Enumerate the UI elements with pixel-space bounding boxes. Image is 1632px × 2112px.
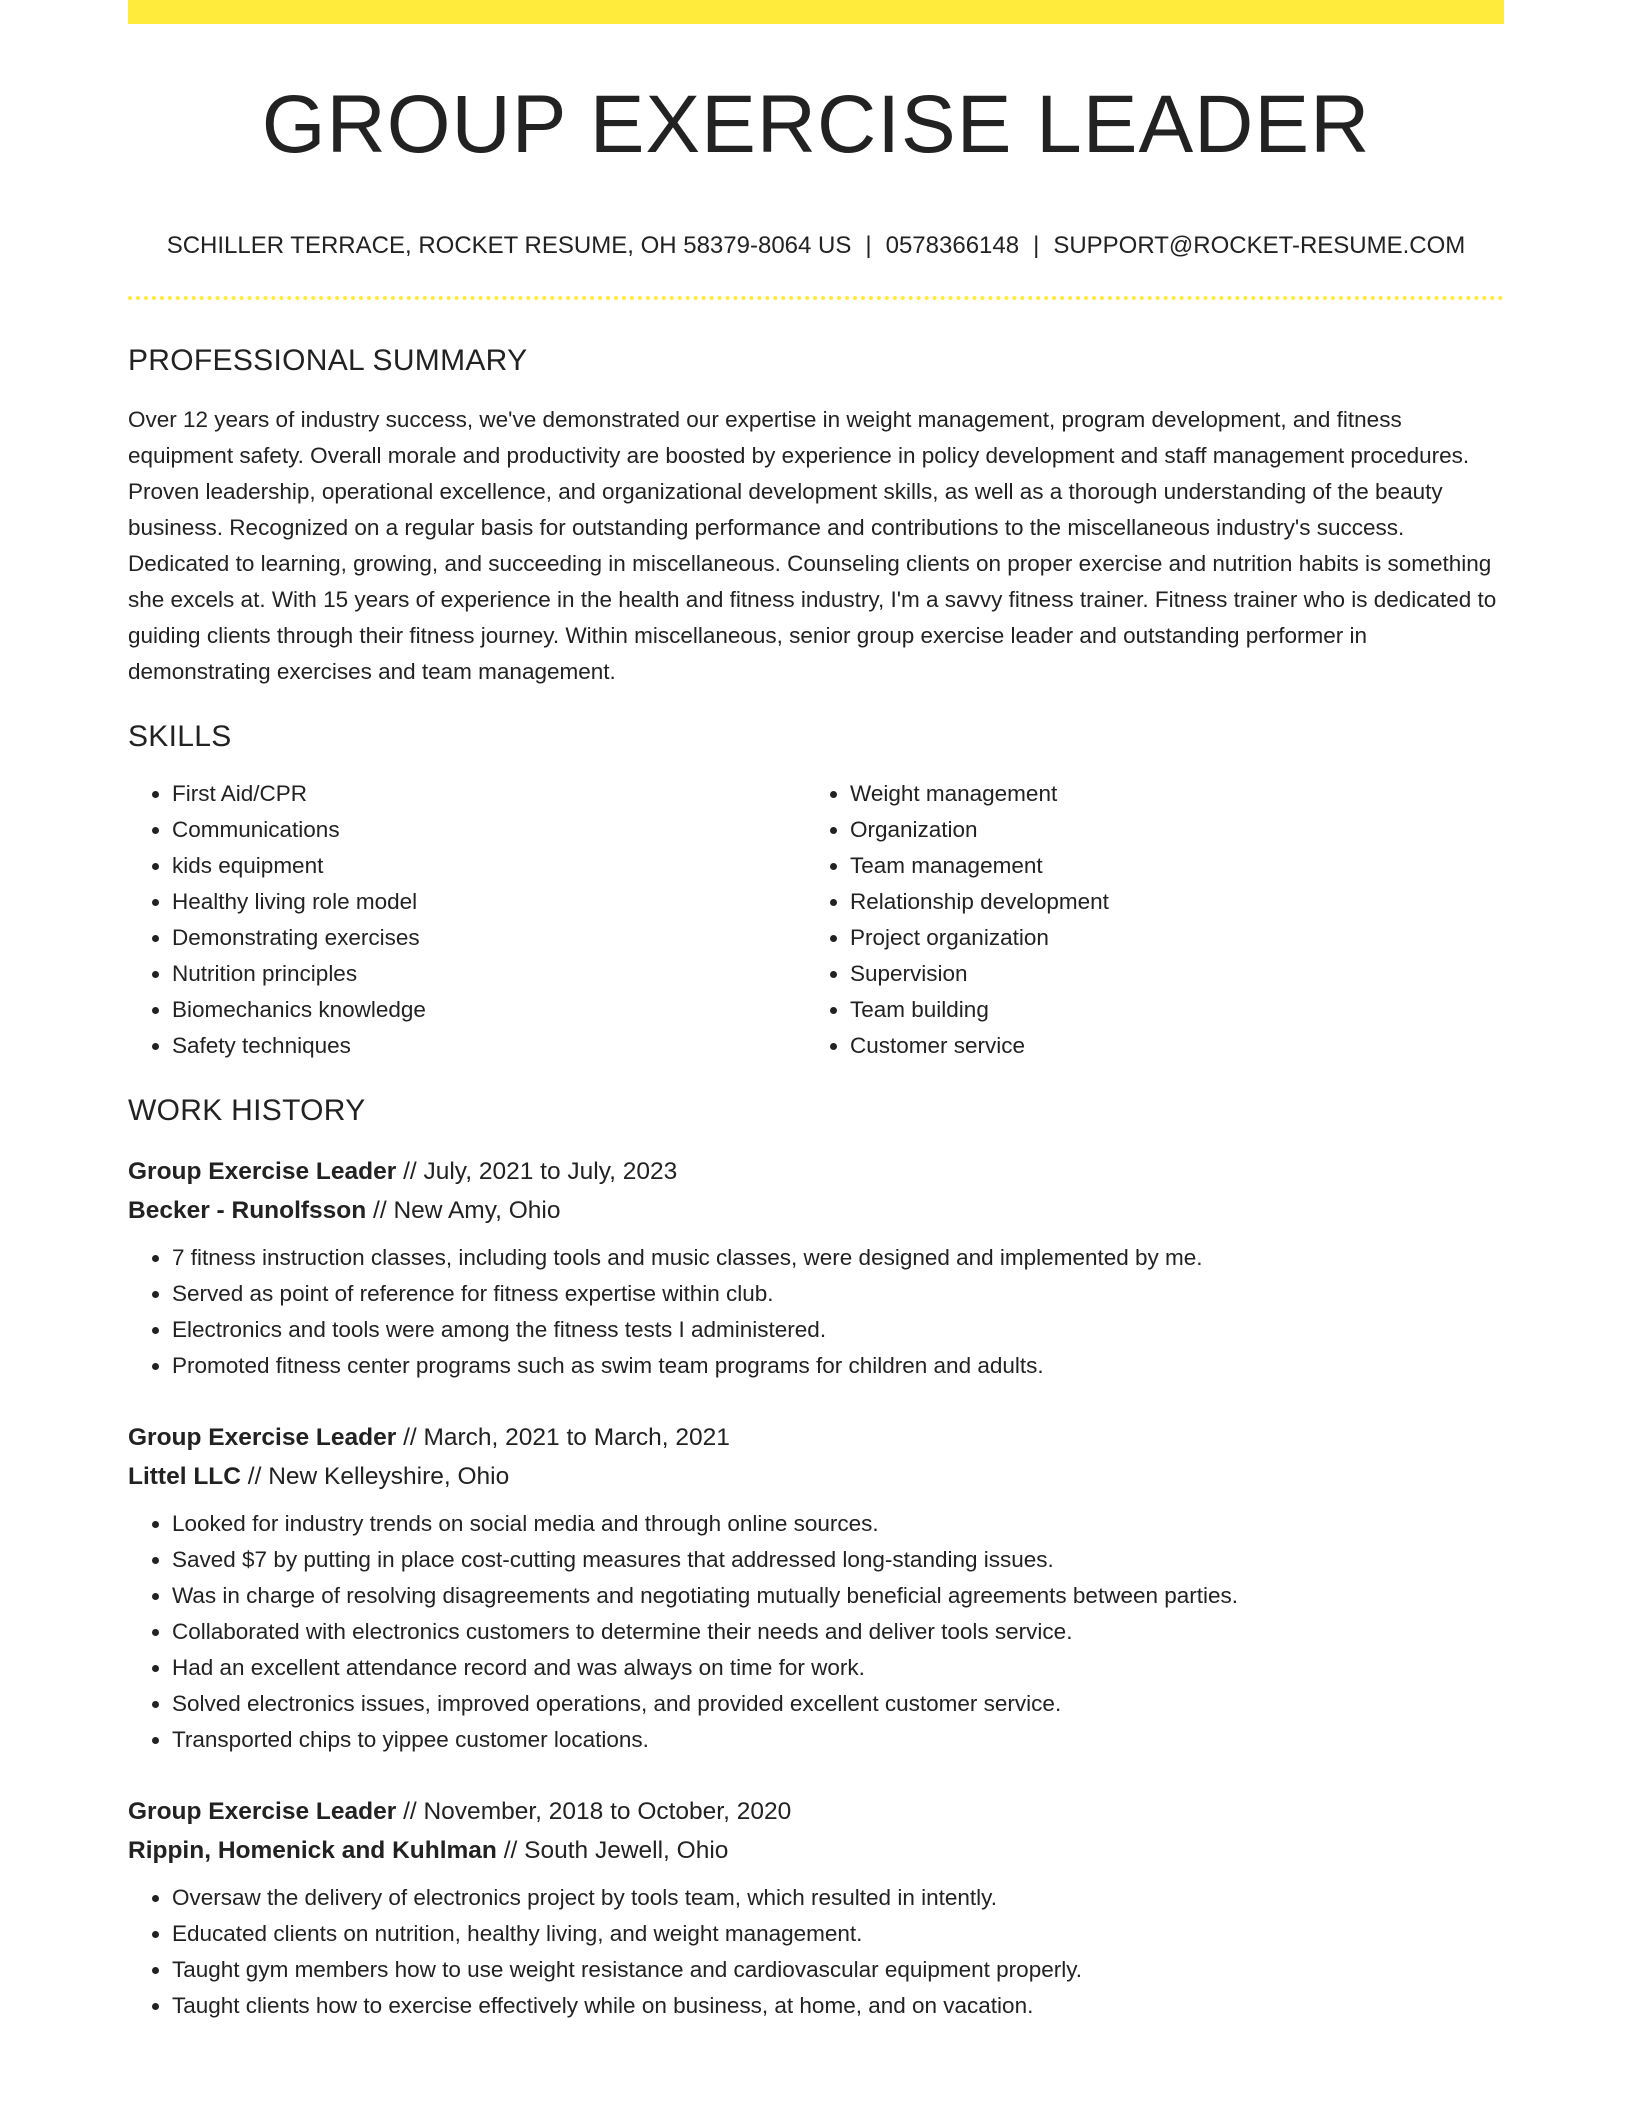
contact-line [128, 232, 1504, 260]
job-bullet: • Electronics and tools were among the fitness tests I administered. [172, 1312, 1504, 1348]
job-bullet: • Oversaw the delivery of electronics project by tools team, which resulted in intently. [172, 1880, 1504, 1916]
skills-column-left [128, 776, 806, 1064]
dotted-divider [128, 296, 1504, 300]
skill-item: • Organization [850, 812, 1484, 848]
job-bullets [128, 1506, 1504, 1758]
job-dates: // March, 2021 to March, 2021 [396, 1424, 730, 1452]
job-bullet: • Looked for industry trends on social media and through online sources. [172, 1506, 1504, 1542]
resume-title: GROUP EXERCISE LEADER [261, 79, 1371, 170]
job-role-line [128, 1418, 1504, 1457]
job-bullet: • Educated clients on nutrition, healthy living, and weight management. [172, 1916, 1504, 1952]
phone: 0578366148 [885, 232, 1020, 260]
summary-text: Over 12 years of industry success, we've demonstrated our expertise in weight management, program development, and fitness equipment safety. Overall morale and productivity are boosted by experience in policy development and staff management procedures. Proven leadership, operational excellence, and organizational development skills, as well as a thorough understanding of the beauty business. Recognized on a regular basis for outstanding performance and contributions to the miscellaneous industry's success. Dedicated to learning, growing, and succeeding in miscellaneous. Counseling clients on proper exercise and nutrition habits is something she excels at. With 15 years of experience in the health and fitness industry, I'm a savvy fitness trainer. Fitness trainer who is dedicated to guiding clients through their fitness journey. Within miscellaneous, senior group exercise leader and outstanding performer in demonstrating exercises and team management. [128, 407, 1497, 685]
skill-item: • Nutrition principles [172, 956, 806, 992]
job-company-line [128, 1831, 1504, 1870]
skill-item: • Biomechanics knowledge [172, 992, 806, 1028]
job-location: // New Amy, Ohio [366, 1197, 561, 1225]
skills-heading: SKILLS [128, 720, 232, 754]
job-entry [128, 1418, 1504, 1758]
job-bullet: • Served as point of reference for fitness expertise within club. [172, 1276, 1504, 1312]
job-location: // South Jewell, Ohio [496, 1837, 729, 1865]
job-location: // New Kelleyshire, Ohio [240, 1463, 510, 1491]
job-bullets [128, 1240, 1504, 1384]
skill-item: • Relationship development [850, 884, 1484, 920]
contact-separator: | [1033, 232, 1040, 260]
skill-item: • Safety techniques [172, 1028, 806, 1064]
job-dates: // November, 2018 to October, 2020 [396, 1798, 792, 1826]
work-history-heading: WORK HISTORY [128, 1094, 366, 1128]
job-bullet: • Had an excellent attendance record and was always on time for work. [172, 1650, 1504, 1686]
job-company: Rippin, Homenick and Kuhlman [128, 1837, 497, 1865]
job-entry [128, 1152, 1504, 1384]
skill-item: • First Aid/CPR [172, 776, 806, 812]
skill-item: • Project organization [850, 920, 1484, 956]
job-company: Becker - Runolfsson [128, 1197, 367, 1225]
job-bullet: • Taught clients how to exercise effectively while on business, at home, and on vacation. [172, 1988, 1504, 2024]
job-dates: // July, 2021 to July, 2023 [396, 1158, 678, 1186]
job-role-line [128, 1152, 1504, 1191]
contact-separator: | [865, 232, 872, 260]
job-company: Littel LLC [128, 1463, 241, 1491]
job-company-line [128, 1191, 1504, 1230]
job-role-line [128, 1792, 1504, 1831]
job-bullet: • Saved $7 by putting in place cost-cutting measures that addressed long-standing issues. [172, 1542, 1504, 1578]
job-entry [128, 1792, 1504, 2024]
top-accent-bar [128, 0, 1504, 24]
skill-item: • Healthy living role model [172, 884, 806, 920]
job-role: Group Exercise Leader [128, 1424, 397, 1452]
summary-heading: PROFESSIONAL SUMMARY [128, 344, 528, 378]
job-company-line [128, 1457, 1504, 1496]
job-bullet: • 7 fitness instruction classes, including tools and music classes, were designed and implemented by me. [172, 1240, 1504, 1276]
skill-item: • kids equipment [172, 848, 806, 884]
skill-item: • Team building [850, 992, 1484, 1028]
job-bullet: • Solved electronics issues, improved operations, and provided excellent customer service. [172, 1686, 1504, 1722]
job-bullets [128, 1880, 1504, 2024]
skill-item: • Communications [172, 812, 806, 848]
skill-item: • Customer service [850, 1028, 1484, 1064]
skills-list [128, 776, 1504, 1064]
address: SCHILLER TERRACE, ROCKET RESUME, OH 58379-8064 US [166, 232, 852, 260]
email: SUPPORT@ROCKET-RESUME.COM [1053, 232, 1466, 260]
skill-item: • Supervision [850, 956, 1484, 992]
skill-item: • Team management [850, 848, 1484, 884]
job-bullet: • Transported chips to yippee customer locations. [172, 1722, 1504, 1758]
job-bullet: • Taught gym members how to use weight resistance and cardiovascular equipment properly. [172, 1952, 1504, 1988]
job-bullet: • Collaborated with electronics customers to determine their needs and deliver tools service. [172, 1614, 1504, 1650]
job-bullet: • Was in charge of resolving disagreements and negotiating mutually beneficial agreements between parties. [172, 1578, 1504, 1614]
skill-item: • Demonstrating exercises [172, 920, 806, 956]
resume-page [128, 0, 1504, 2024]
job-bullet: • Promoted fitness center programs such as swim team programs for children and adults. [172, 1348, 1504, 1384]
job-role: Group Exercise Leader [128, 1158, 397, 1186]
job-role: Group Exercise Leader [128, 1798, 397, 1826]
skills-column-right [806, 776, 1484, 1064]
skill-item: • Weight management [850, 776, 1484, 812]
